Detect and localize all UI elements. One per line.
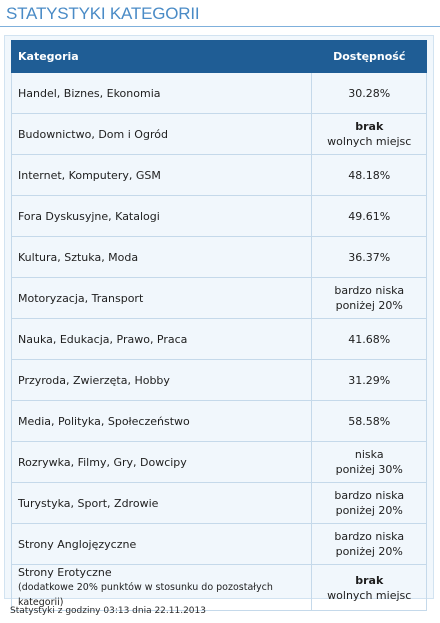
availability-cell [312,114,427,155]
category-label: Internet, Komputery, GSM [18,168,161,182]
category-label: Nauka, Edukacja, Prawo, Praca [18,332,188,346]
category-cell [12,155,312,196]
availability-value: wolnych miejsc [327,135,412,148]
category-cell [12,278,312,319]
category-cell [12,114,312,155]
category-note: (dodatkowe 20% punktów w stosunku do pozostałych kategorii) [18,582,273,608]
category-cell [12,483,312,524]
category-cell [12,524,312,565]
availability-value: 30.28% [348,86,391,100]
availability-value: 48.18% [348,168,391,182]
availability-cell [312,319,427,360]
table-row [12,483,427,524]
table-row [12,237,427,278]
category-cell [12,565,312,611]
availability-value: niska poniżej 30% [335,448,403,476]
availability-value: bardzo niska poniżej 20% [334,284,405,312]
table-row [12,442,427,483]
table-row [12,114,427,155]
stats-panel [4,35,434,608]
header-availability: Dostępność [312,41,427,73]
availability-value: 36.37% [348,250,391,264]
availability-value: 58.58% [348,414,391,428]
category-stats-table [11,40,427,611]
category-label: Turystyka, Sport, Zdrowie [18,496,159,510]
availability-value: 31.29% [348,373,391,387]
category-cell [12,237,312,278]
availability-status: brak [355,120,384,133]
table-row [12,360,427,401]
category-label: Strony Anglojęzyczne [18,537,137,551]
category-label: Strony Erotyczne [18,566,112,579]
availability-value: bardzo niska poniżej 20% [334,489,405,517]
category-label: Rozrywka, Filmy, Gry, Dowcipy [18,455,187,469]
table-header-row [12,41,427,73]
availability-cell [312,196,427,237]
title-divider [0,26,440,27]
table-row [12,524,427,565]
availability-value: 49.61% [348,209,391,223]
category-cell [12,196,312,237]
page-title: STATYSTYKI KATEGORII [6,4,200,23]
availability-status: brak [355,573,384,587]
category-cell [12,442,312,483]
category-label: Budownictwo, Dom i Ogród [18,127,168,141]
category-label: Przyroda, Zwierzęta, Hobby [18,373,170,387]
category-cell [12,319,312,360]
stats-timestamp: Statystyki z godziny 03:13 dnia 22.11.2013 [10,606,206,616]
table-row [12,319,427,360]
table-row [12,196,427,237]
table-row [12,155,427,196]
table-row [12,73,427,114]
availability-cell [312,442,427,483]
availability-value: wolnych miejsc [327,588,412,602]
category-label: Handel, Biznes, Ekonomia [18,86,161,100]
category-cell [12,360,312,401]
availability-cell [312,360,427,401]
header-category: Kategoria [12,41,312,73]
table-row [12,565,427,611]
category-cell [12,73,312,114]
availability-value: 41.68% [348,332,391,346]
availability-cell [312,278,427,319]
category-label: Fora Dyskusyjne, Katalogi [18,209,160,223]
availability-cell [312,524,427,565]
availability-cell [312,237,427,278]
category-cell [12,401,312,442]
category-label: Motoryzacja, Transport [18,291,144,305]
availability-cell [312,565,427,611]
availability-cell [312,155,427,196]
category-label: Media, Polityka, Społeczeństwo [18,414,190,428]
availability-cell [312,73,427,114]
table-row [12,401,427,442]
category-label: Kultura, Sztuka, Moda [18,250,139,264]
table-row [12,278,427,319]
availability-value: bardzo niska poniżej 20% [334,530,405,558]
availability-cell [312,483,427,524]
availability-cell [312,401,427,442]
